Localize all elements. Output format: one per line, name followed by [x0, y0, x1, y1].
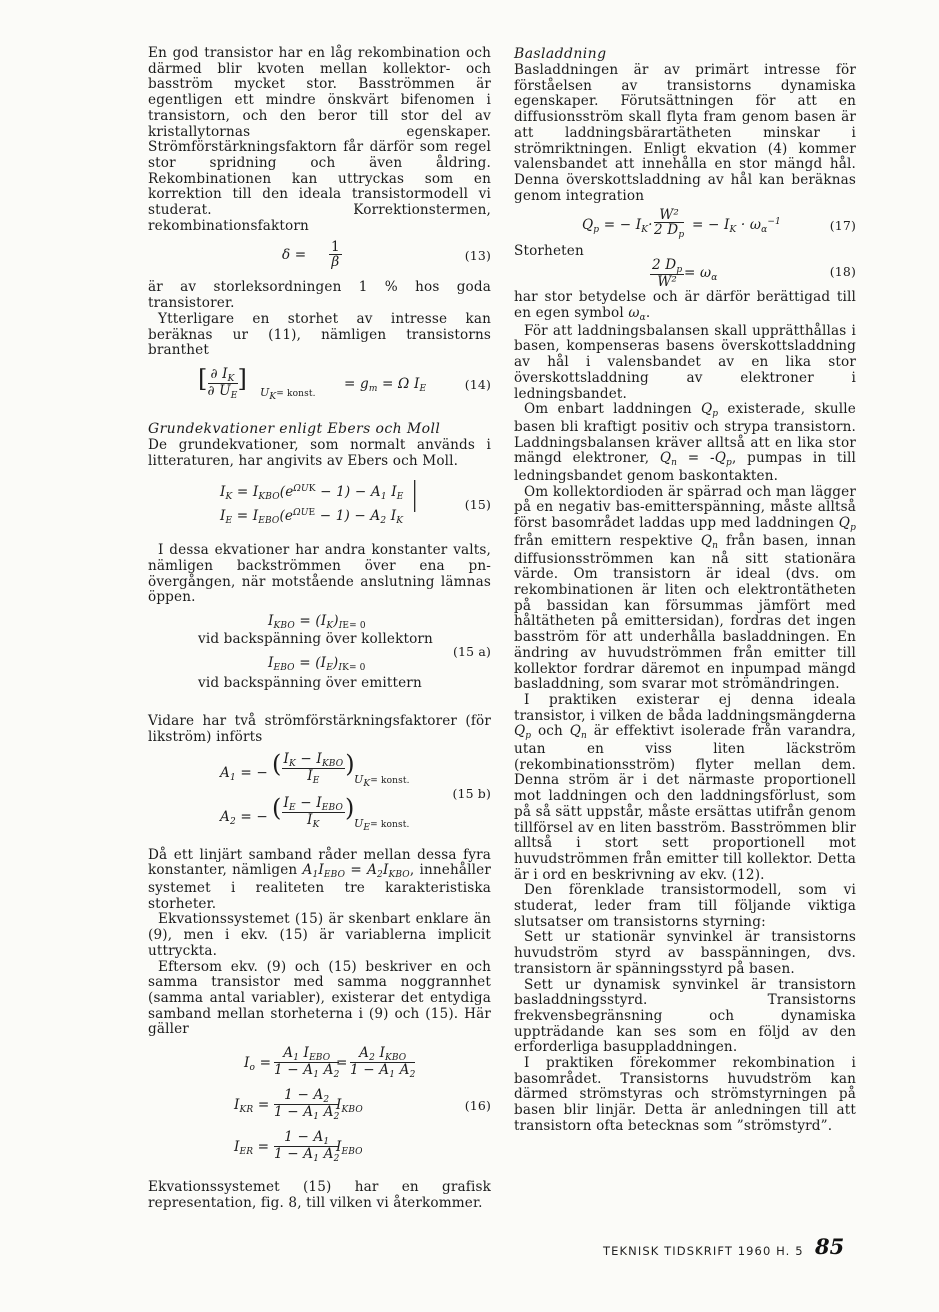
paragraph: Den förenklade transistormodell, som vi studerat, leder fram till följande viktiga slutsatser om transistorns styrning:: [514, 882, 856, 930]
equation-number: (15 b): [452, 785, 491, 801]
paragraph: har stor betydelse och är därför berättigad till en egen symbol $\omega_\alpha$.: [514, 289, 856, 324]
equation-number: (18): [829, 264, 856, 280]
right-column: [514, 46, 856, 1135]
equation-17: $Q_p$ = − $I_K\cdot$ $\frac{\text{W²}}{2 D_p}$ = − $I_K \cdot \omega_\alpha^{-1}$ (17): [582, 207, 856, 241]
paragraph: För att laddningsbalansen skall upprätthållas i basen, kompenseras basens överskottsladdning av hål i valensbandet av en lika stor överskottsladdning av elektroner i ledningsbandet.: [514, 322, 856, 402]
equation-number: (15 a): [453, 644, 491, 660]
equation-16: $I_o$ = $A_1$ $I_{EBO}$ $1 - A_1$ $A_2$ = $A_2$ $I_{KBO}$ $1 - A_1$ $A_2$ $I_{KR}$ = $\frac{1 - A_2}{1 - A_1 A_2}$ $I_{KBO}$ (16) $I_{ER}$ = $\frac{1 - A_1}{1 - A_1 A_2}$ $I_{EBO}$: [234, 1045, 491, 1165]
equation-14: [ $\frac{\partial I_K}{\partial U_E}$ ] $U_K=$ konst. = $g_m = \Omega$ $I_E$ (14): [198, 364, 491, 402]
equation-number: (17): [829, 218, 856, 234]
equation-number: (13): [464, 248, 491, 264]
paragraph: Eftersom ekv. (9) och (15) beskriver en och samma transistor med samma noggrannhet (samma antal variabler), existerar det entydiga samband mellan storheterna i (9) och (15). Här gäller: [148, 958, 491, 1038]
paragraph: Då ett linjärt samband råder mellan dessa fyra konstanter, nämligen $A_1I_{EBO} = A_2I_{KBO}$, innehåller systemet i realiteten tre karakteristiska storheter.: [148, 846, 491, 912]
paragraph: I praktiken existerar ej denna ideala transistor, i vilken de båda laddningsmängderna $Q_p$ och $Q_n$ är effektivt isolerade från varandra, utan en viss liten läckström (rekombinationsström) flyter mellan dem. Denna ström är i det närmaste proportionell mot laddningen och den laddningsförlust, som på så sätt uppstår, måste ersättas utifrån genom tillförsel av en liten basström. Basströmmen blir alltså i stort sett proportionell mot huvudströmmen från emitter till kollektor. Detta är i ord en beskrivning av ekv. (12).: [514, 691, 857, 883]
paragraph: De grundekvationer, som normalt används i litteraturen, har angivits av Ebers och Moll.: [148, 436, 491, 469]
paragraph: är av storleksordningen 1 % hos goda transistorer.: [148, 279, 491, 312]
paragraph: I dessa ekvationer har andra konstanter valts, nämligen backströmmen över ena pn-övergången, när motstående anslutning lämnas öppen.: [148, 542, 491, 606]
paragraph: Sett ur stationär synvinkel är transistorns huvudström styrd av basspänningen, dvs. transistorn är spänningsstyrd på basen.: [514, 929, 856, 977]
equation-15a: $I_{KBO} = (I_K)_{IE= 0}$ vid backspänning över kollektorn $I_{EBO} = (I_E)_{IK= 0}$ vid backspänning över emittern (15 a): [198, 613, 491, 692]
paragraph: Om enbart laddningen $Q_p$ existerade, skulle basen bli kraftigt positiv och strypa transistorn. Laddningsbalansen kräver alltså att en lika stor mängd elektroner, $Q_n = -Q_p$, pumpas in till ledningsbandet genom baskontakten.: [514, 401, 856, 485]
equation-number: (16): [464, 1098, 491, 1114]
journal-footer: TEKNISK TIDSKRIFT 1960 H. 5: [603, 1244, 804, 1258]
paragraph: Om kollektordioden är spärrad och man lägger på en negativ bas-emitterspänning, måste alltså först basområdet laddas upp med laddningen $Q_p$ från emittern respektive $Q_n$ från basen, innan diffusionsströmmen kan nå sitt stationära värde. Om transistorn är ideal (dvs. om rekombinationen är liten och elektrontätheten på bassidan kan försummas jämfört med håltätheten på emittersidan), fordras det ingen basström för att underhålla basladdningen. En ändring av huvudströmmen från emitter till kollektor fordrar däremot en inpumpad mängd basladdning, som svarar mot strömändringen.: [514, 483, 856, 693]
paragraph: I praktiken förekommer rekombination i basområdet. Transistorns huvudström kan därmed strömstyras och strömstyrningen på basen blir linjär. Detta är anledningen till att transistorn ofta betecknas som ”strömstyrd”.: [514, 1055, 856, 1134]
paragraph: Basladdningen är av primärt intresse för förståelsen av transistorns dynamiska egenskaper. Förutsättningen för att en diffusionsström skall flyta fram genom basen är att laddningsbärartätheten minskar i strömriktningen. Enligt ekvation (4) kommer valensbandet att innehålla en stor mängd hål. Denna överskottsladdning av hål kan beräknas genom integration: [514, 62, 856, 204]
section-heading: Grundekvationer enligt Ebers och Moll: [148, 420, 441, 437]
paragraph: Ekvationssystemet (15) är skenbart enklare än (9), men i ekv. (15) är variablerna implicit uttryckta.: [148, 911, 491, 959]
equation-number: (14): [464, 376, 491, 392]
equation-15: $I_K = I_{KBO}(e^{\Omega UK} - 1) - A_1$ $I_E$ $I_E = I_{EBO}(e^{\Omega UE} - 1) - A_2$ $I_K$ | | (15): [220, 477, 491, 527]
equation-18: Storheten $\frac{2 D_p}{\text{W²}}$ = $\omega_\alpha$ (18): [514, 243, 856, 291]
paragraph: Ytterligare en storhet av intresse kan beräknas ur (11), nämligen transistorns branthet: [148, 310, 491, 359]
paragraph: En god transistor har en låg rekombination och därmed blir kvoten mellan kollektor- och basström mycket stor. Basströmmen är egentligen ett mindre önskvärt bifenomen i transistorn, och den beror till stor del av kristallytornas egenskaper. Strömförstärkningsfaktorn får därför som regel stor spridning och även åldring. Rekombinationen kan uttryckas som en korrektion till den ideala transistormodell vi studerat. Korrektionstermen, rekombinationsfaktorn: [148, 45, 491, 234]
page-number: 85: [815, 1234, 845, 1259]
paragraph: Sett ur dynamisk synvinkel är transistorn basladdningsstyrd. Transistorns frekvensbegränsning och dynamiska uppträdande kan ses som en följd av den erforderliga basuppladdningen.: [514, 976, 856, 1056]
equation-number: (15): [464, 497, 491, 513]
section-heading: Basladdning: [514, 46, 607, 62]
paragraph: Vidare har två strömförstärkningsfaktorer (för likström) införts: [148, 713, 491, 745]
equation-13: δ = $\frac{1}{\beta}$ (13): [282, 239, 491, 271]
paragraph: Ekvationssystemet (15) har en grafisk representation, fig. 8, till vilken vi återkommer.: [148, 1179, 491, 1211]
left-column: [148, 46, 491, 1211]
equation-15b: $A_1$ = − ( $\frac{I_K - I_{KBO}}{I_E}$ ) $U_K=$ konst. $A_2$ = − ( $\frac{I_E - I_{EBO}}{I_K}$ ) $U_E=$ konst. (15 b): [220, 749, 491, 833]
